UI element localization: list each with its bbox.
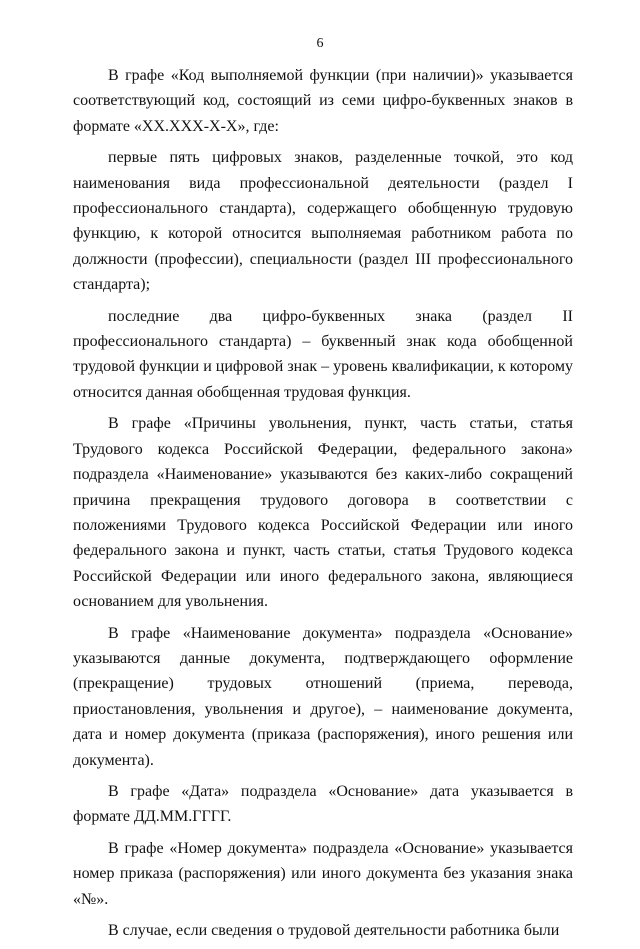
paragraph-last-two-signs: последние два цифро-буквенных знака (раздел II профессионального стандарта) – буквенный знак кода обобщенной трудовой функции и цифровой знак – уровень квалификации, к которому относится данная обобщенная трудовая функция. [73, 307, 573, 401]
document-body [73, 63, 573, 949]
paragraph-function-code: В графе «Код выполняемой функции (при наличии)» указывается соответствующий код, состоящий из семи цифро-буквенных знаков в формате «XX.XXX-X-X», где: [73, 67, 573, 135]
page-number: 6 [316, 36, 324, 51]
paragraph-first-five-digits: первые пять цифровых знаков, разделенные точкой, это код наименования вида профессиональной деятельности (раздел I профессионального стандарта), содержащего обобщенную трудовую функцию, к которой относится выполняемая работником работа по должности (профессии), специальности (раздел III профессионального стандарта); [73, 149, 573, 294]
paragraph-document-name: В графе «Наименование документа» подраздела «Основание» указываются данные документа, подтверждающего оформление (прекращение) трудовых отношений (приема, перевода, приостановления, увольнения и другое), – наименование документа, дата и номер документа (приказа (распоряжения), иного решения или документа). [73, 624, 573, 769]
paragraph-continuation: В случае, если сведения о трудовой деятельности работника были [108, 922, 560, 939]
paragraph-document-number: В графе «Номер документа» подраздела «Основание» указывается номер приказа (распоряжения) или иного документа без указания знака «№». [73, 839, 573, 908]
paragraph-dismissal-reasons: В графе «Причины увольнения, пункт, часть статьи, статья Трудового кодекса Российской Федерации, федерального закона» подраздела «Наименование» указываются без каких-либо сокращений причина прекращения трудового договора в соответствии с положениями Трудового кодекса Российской Федерации или иного федерального закона и пункт, часть статьи, статья Трудового кодекса Российской Федерации или иного федерального закона, являющиеся основанием для увольнения. [73, 415, 573, 611]
paragraph-date-format: В графе «Дата» подраздела «Основание» дата указывается в формате ДД.ММ.ГГГГ. [73, 782, 573, 826]
